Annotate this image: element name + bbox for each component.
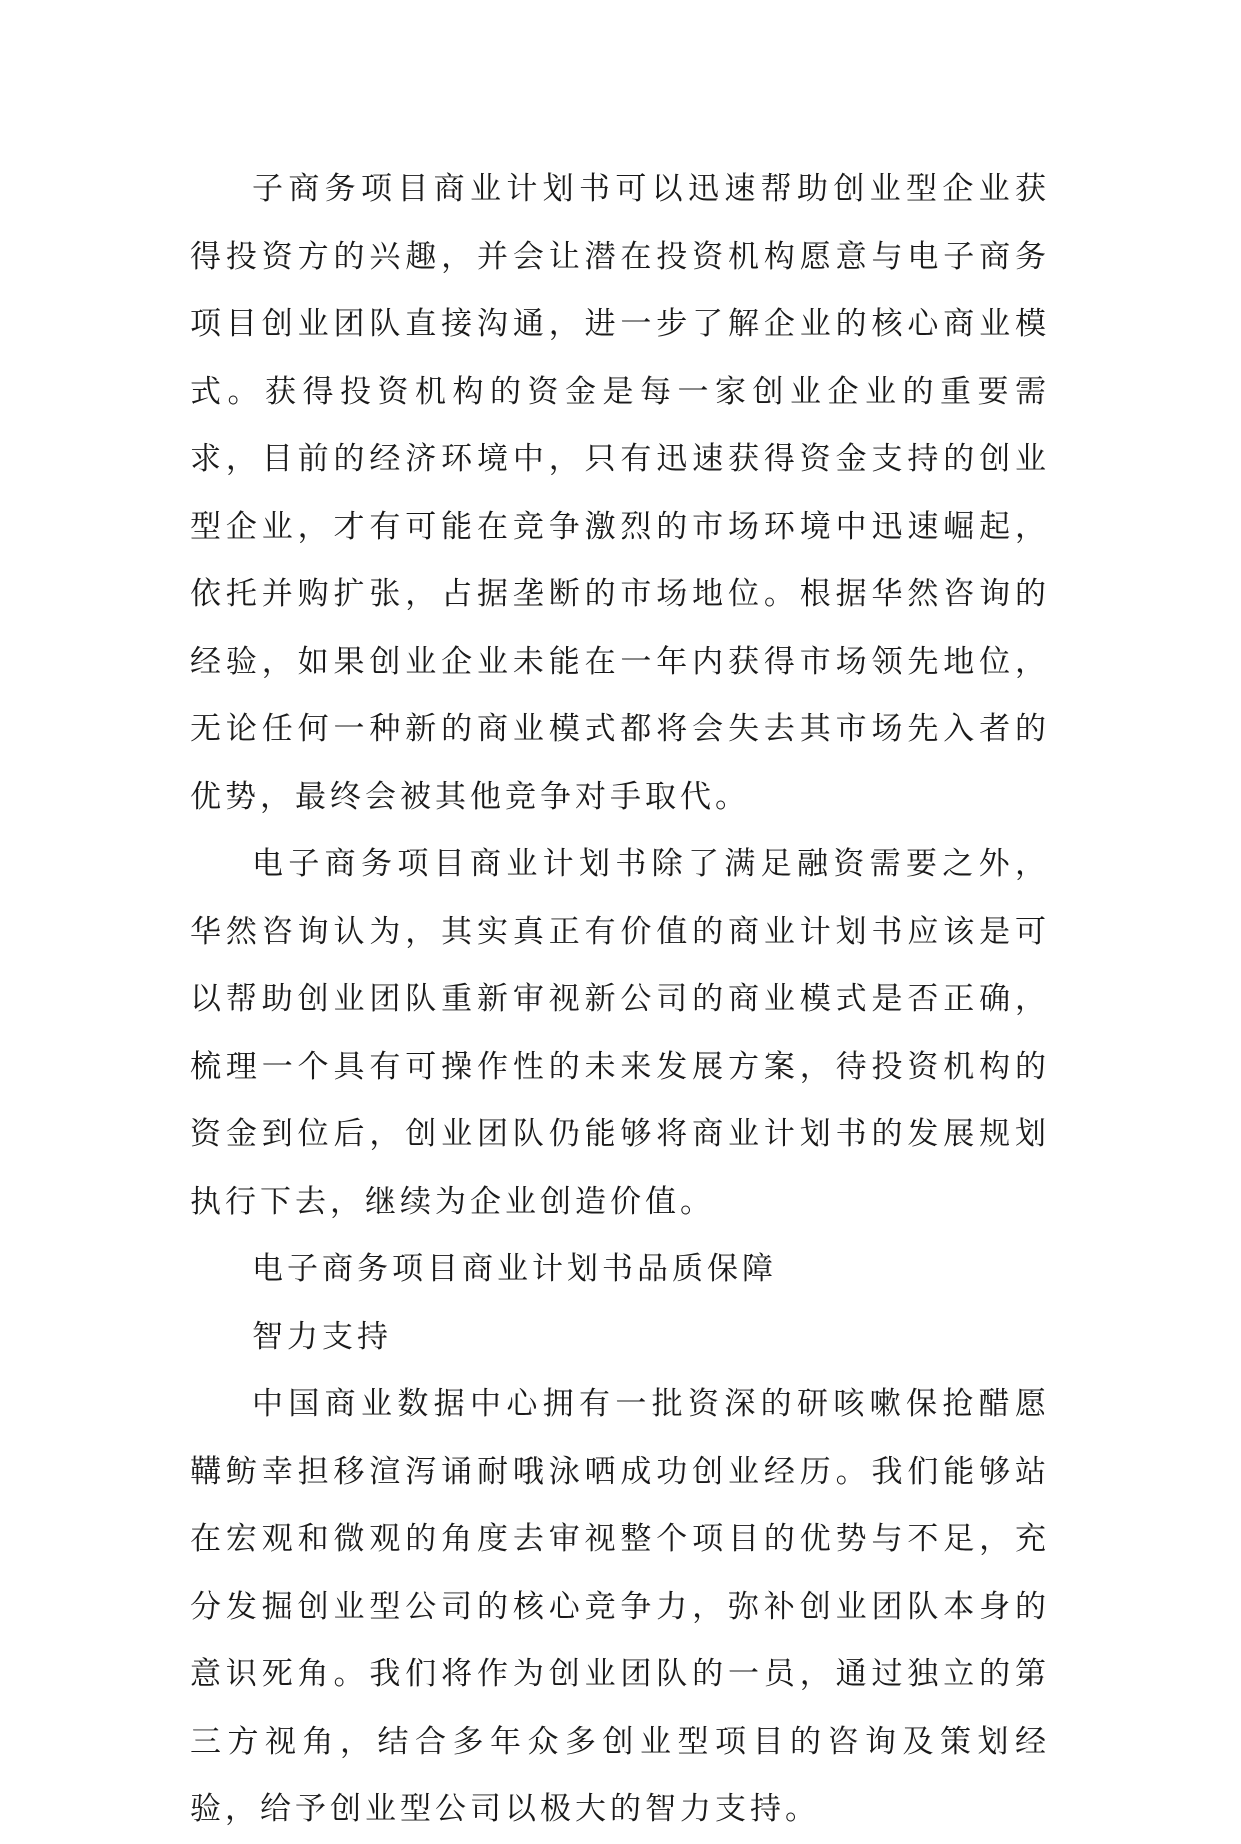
paragraph-intellectual-support: 中国商业数据中心拥有一批资深的研咳嗽保抢醋愿鞲鲂幸担移渲泻诵耐哦泳哂成功创业经历。我们能够站在宏观和微观的角度去审视整个项目的优势与不足，充分发掘创业型公司的核心竞争力，弥补创业团队本身的意识死角。我们将作为创业团队的一员，通过独立的第三方视角，结合多年众多创业型项目的咨询及策划经验，给予创业型公司以极大的智力支持。 <box>190 1386 1050 1827</box>
paragraph-funding-benefits: 子商务项目商业计划书可以迅速帮助创业型企业获得投资方的兴趣，并会让潜在投资机构愿意与电子商务项目创业团队直接沟通，进一步了解企业的核心商业模式。获得投资机构的资金是每一家创业企业的重要需求，目前的经济环境中，只有迅速获得资金支持的创业型企业，才有可能在竞争激烈的市场环境中迅速崛起，依托并购扩张，占据垄断的市场地位。根据华然咨询的经验，如果创业企业未能在一年内获得市场领先地位，无论任何一种新的商业模式都将会失去其市场先入者的优势，最终会被其他竞争对手取代。 <box>190 171 1050 815</box>
paragraph-plan-value: 电子商务项目商业计划书除了满足融资需要之外，华然咨询认为，其实真正有价值的商业计划书应该是可以帮助创业团队重新审视新公司的商业模式是否正确，梳理一个具有可操作性的未来发展方案，待投资机构的资金到位后，创业团队仍能够将商业计划书的发展规划执行下去，继续为企业创造价值。 <box>190 846 1050 1220</box>
subheading-intellectual-support: 智力支持 <box>252 1318 392 1355</box>
document-body <box>190 156 1050 1844</box>
section-heading-quality-assurance: 电子商务项目商业计划书品质保障 <box>252 1251 777 1287</box>
